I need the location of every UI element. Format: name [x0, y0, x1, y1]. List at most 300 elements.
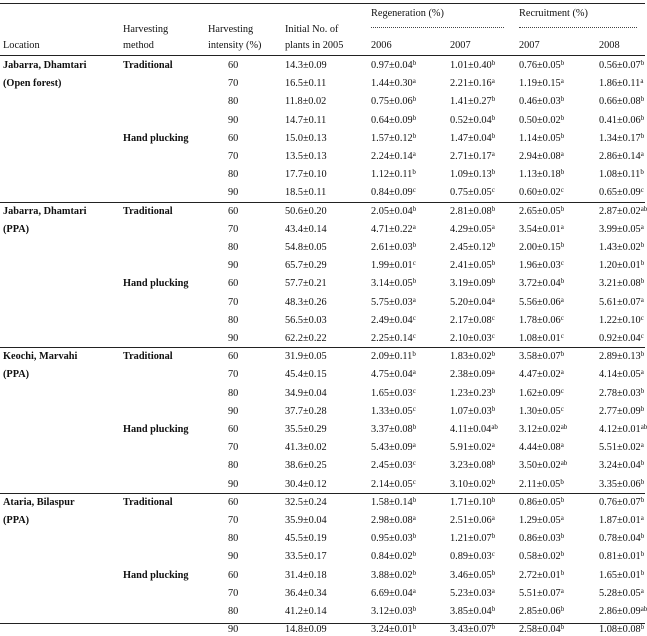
- significance-letter: b: [640, 113, 645, 122]
- regeneration-2006-cell: [371, 515, 416, 527]
- value-text: 5.51±0.02: [599, 442, 641, 454]
- regeneration-2007-cell: [450, 60, 495, 72]
- initial-plants-cell: 35.9±0.04: [285, 515, 327, 526]
- significance-letter: a: [560, 222, 564, 231]
- value-text: 2.71±0.17: [450, 151, 492, 162]
- intensity-cell: 80: [228, 387, 239, 399]
- intensity-cell: 90: [228, 114, 239, 126]
- significance-letter: a: [560, 441, 564, 450]
- initial-plants-cell: 16.5±0.11: [285, 78, 327, 90]
- value-text: 0.76±0.05: [519, 60, 561, 71]
- value-text: 1.58±0.14: [371, 496, 413, 508]
- initial-plants-cell: 13.5±0.13: [285, 151, 327, 162]
- initial-plants-cell: 56.5±0.03: [285, 314, 327, 326]
- significance-letter: b: [412, 131, 417, 140]
- intensity-cell: 90: [228, 187, 239, 199]
- significance-letter: b: [640, 532, 645, 541]
- recruitment-2008-cell: [599, 151, 644, 163]
- significance-letter: b: [412, 550, 417, 559]
- value-text: 1.01±0.40: [450, 60, 492, 71]
- significance-letter: b: [640, 168, 644, 177]
- significance-letter: a: [412, 150, 416, 158]
- significance-letter: a: [640, 77, 644, 86]
- regeneration-2007-cell: [450, 297, 495, 309]
- recruitment-2007-cell: [519, 151, 564, 163]
- recruitment-2008-cell: [599, 551, 644, 563]
- significance-letter: b: [560, 95, 565, 104]
- recruitment-2008-cell: [599, 333, 644, 345]
- intensity-cell: 90: [228, 405, 239, 417]
- value-text: 1.65±0.03: [371, 387, 413, 399]
- significance-letter: b: [640, 241, 645, 249]
- regeneration-2007-cell: [450, 424, 498, 436]
- regeneration-2007-cell: [450, 551, 495, 563]
- regeneration-2006-cell: [371, 497, 416, 509]
- value-text: 5.43±0.09: [371, 442, 413, 454]
- significance-letter: c: [412, 477, 416, 486]
- value-text: 0.78±0.04: [599, 533, 641, 545]
- recruitment-2008-cell: [599, 606, 647, 618]
- recruitment-2007-cell: [519, 315, 564, 327]
- regeneration-2007-cell: [450, 388, 495, 400]
- value-text: 0.50±0.02: [519, 114, 561, 126]
- regeneration-2007-cell: [450, 115, 495, 127]
- initial-plants-cell: 33.5±0.17: [285, 551, 327, 563]
- intensity-cell: 60: [228, 205, 239, 217]
- recruitment-2008-cell: [599, 297, 644, 309]
- significance-letter: b: [640, 95, 645, 104]
- value-text: 3.88±0.02: [371, 569, 413, 581]
- site-separator: [0, 493, 645, 494]
- value-text: 3.12±0.02: [519, 424, 561, 435]
- value-text: 2.89±0.13: [599, 351, 641, 363]
- regeneration-2006-cell: [371, 333, 416, 345]
- value-text: 3.19±0.09: [450, 278, 492, 290]
- significance-letter: b: [640, 131, 645, 140]
- significance-letter: c: [560, 404, 564, 413]
- initial-plants-cell: 50.6±0.20: [285, 205, 327, 217]
- intensity-cell: 70: [228, 369, 239, 381]
- initial-plants-cell: 65.7±0.29: [285, 260, 327, 272]
- initial-plants-cell: 11.8±0.02: [285, 96, 327, 108]
- initial-plants-cell: 36.4±0.34: [285, 587, 327, 599]
- significance-letter: b: [560, 623, 565, 632]
- initial-plants-cell: 32.5±0.24: [285, 496, 327, 508]
- recruitment-2007-cell: [519, 424, 567, 436]
- regeneration-2007-cell: [450, 278, 495, 290]
- significance-letter: a: [640, 295, 644, 304]
- value-text: 0.60±0.02: [519, 187, 561, 199]
- recruitment-2008-cell: [599, 588, 644, 600]
- significance-letter: a: [560, 514, 564, 522]
- recruitment-2007-cell: [519, 570, 564, 582]
- recruitment-2007-cell: [519, 297, 564, 309]
- recruitment-2007-cell: [519, 206, 564, 218]
- initial-plants-cell: 45.5±0.19: [285, 533, 327, 545]
- significance-letter: b: [491, 113, 496, 122]
- significance-letter: b: [640, 277, 645, 286]
- value-text: 3.54±0.01: [519, 223, 561, 235]
- value-text: 3.24±0.01: [371, 624, 413, 636]
- significance-letter: b: [560, 59, 565, 67]
- regeneration-2007-cell: [450, 442, 495, 454]
- recruitment-2008-cell: [599, 442, 644, 454]
- significance-letter: ab: [560, 459, 568, 468]
- value-text: 3.99±0.05: [599, 223, 641, 235]
- significance-letter: b: [560, 350, 565, 359]
- significance-letter: a: [640, 222, 644, 231]
- significance-letter: a: [640, 150, 644, 158]
- value-text: 0.75±0.05: [450, 187, 492, 199]
- recruitment-2008-cell: [599, 242, 644, 254]
- intensity-cell: 90: [228, 551, 239, 563]
- value-text: 0.46±0.03: [519, 96, 561, 108]
- significance-letter: b: [491, 59, 496, 67]
- value-text: 0.81±0.01: [599, 551, 641, 563]
- intensity-cell: 70: [228, 442, 239, 454]
- value-text: 0.84±0.09: [371, 187, 413, 199]
- value-text: 5.20±0.04: [450, 296, 492, 308]
- significance-letter: c: [491, 550, 495, 559]
- recruitment-2008-cell: [599, 206, 647, 218]
- regeneration-2007-cell: [450, 169, 495, 181]
- value-text: 4.12±0.01: [599, 424, 641, 435]
- intensity-cell: 60: [228, 496, 239, 508]
- value-text: 1.47±0.04: [450, 132, 492, 144]
- significance-letter: b: [412, 605, 417, 613]
- significance-letter: b: [560, 168, 565, 177]
- significance-letter: c: [412, 332, 416, 340]
- regeneration-2006-cell: [371, 187, 416, 199]
- regeneration-2007-cell: [450, 515, 495, 527]
- regeneration-2006-cell: [371, 588, 416, 600]
- regeneration-2006-cell: [371, 460, 416, 472]
- value-text: 1.33±0.05: [371, 405, 413, 417]
- regeneration-2006-cell: [371, 133, 416, 145]
- value-text: 1.41±0.27: [450, 96, 492, 108]
- value-text: 2.25±0.14: [371, 333, 413, 344]
- recruitment-2007-cell: [519, 606, 564, 618]
- significance-letter: b: [640, 259, 645, 268]
- significance-letter: b: [491, 241, 496, 249]
- value-text: 0.56±0.07: [599, 60, 641, 71]
- value-text: 5.61±0.07: [599, 296, 641, 308]
- value-text: 0.92±0.04: [599, 333, 641, 344]
- recruitment-2008-cell: [599, 187, 644, 199]
- value-text: 0.64±0.09: [371, 114, 413, 126]
- significance-letter: b: [491, 350, 496, 359]
- location-type: (PPA): [3, 223, 30, 235]
- significance-letter: a: [491, 514, 495, 522]
- value-text: 3.14±0.05: [371, 278, 413, 290]
- significance-letter: c: [560, 259, 564, 268]
- value-text: 3.10±0.02: [450, 478, 492, 490]
- site-separator: [0, 347, 645, 348]
- value-text: 1.43±0.02: [599, 242, 641, 253]
- significance-letter: b: [491, 204, 496, 213]
- recruitment-2007-cell: [519, 442, 564, 454]
- regeneration-2006-cell: [371, 624, 416, 636]
- regeneration-2006-cell: [371, 424, 416, 436]
- value-text: 2.17±0.08: [450, 314, 492, 326]
- significance-letter: b: [491, 404, 496, 413]
- significance-letter: b: [412, 277, 417, 286]
- location-name: Jabarra, Dhamtari: [3, 60, 87, 71]
- initial-plants-cell: 38.6±0.25: [285, 460, 327, 472]
- significance-letter: a: [640, 368, 644, 377]
- significance-letter: a: [491, 150, 495, 158]
- initial-plants-cell: 37.7±0.28: [285, 405, 327, 417]
- regeneration-2006-cell: [371, 115, 416, 127]
- regeneration-2006-cell: [371, 479, 416, 491]
- recruitment-2007-cell: [519, 115, 564, 127]
- value-text: 2.11±0.05: [519, 478, 561, 490]
- intensity-cell: 70: [228, 151, 239, 162]
- value-text: 1.96±0.03: [519, 260, 561, 272]
- value-text: 1.34±0.17: [599, 132, 641, 144]
- significance-letter: b: [640, 477, 645, 486]
- regeneration-divider: [371, 27, 504, 28]
- value-text: 1.12±0.11: [371, 169, 413, 181]
- value-text: 1.23±0.23: [450, 387, 492, 399]
- recruitment-2008-cell: [599, 460, 644, 472]
- recruitment-2008-cell: [599, 533, 644, 545]
- significance-letter: a: [491, 295, 495, 304]
- significance-letter: c: [560, 332, 564, 340]
- initial-plants-cell: 54.8±0.05: [285, 242, 327, 253]
- recruitment-2007-cell: [519, 533, 564, 545]
- recruitment-2007-cell: [519, 224, 564, 236]
- initial-plants-cell: 31.4±0.18: [285, 569, 327, 581]
- value-text: 0.86±0.05: [519, 496, 561, 508]
- regeneration-2007-cell: [450, 151, 495, 163]
- header-harvesting-method-line2: method: [123, 40, 154, 51]
- value-text: 3.58±0.07: [519, 351, 561, 363]
- recruitment-2008-cell: [599, 424, 647, 436]
- value-text: 2.21±0.16: [450, 78, 492, 90]
- significance-letter: b: [560, 204, 565, 213]
- value-text: 0.97±0.04: [371, 60, 413, 71]
- significance-letter: a: [412, 441, 416, 450]
- recruitment-2008-cell: [599, 388, 644, 400]
- value-text: 3.72±0.04: [519, 278, 561, 290]
- initial-plants-cell: 43.4±0.14: [285, 223, 327, 235]
- intensity-cell: 90: [228, 333, 239, 344]
- recruitment-2007-cell: [519, 242, 564, 254]
- value-text: 2.94±0.08: [519, 151, 561, 162]
- recruitment-2007-cell: [519, 351, 564, 363]
- regeneration-2007-cell: [450, 351, 495, 363]
- location-name: Ataria, Bilaspur: [3, 496, 75, 508]
- initial-plants-cell: 41.2±0.14: [285, 606, 327, 617]
- significance-letter: b: [412, 204, 417, 213]
- value-text: 4.29±0.05: [450, 223, 492, 235]
- header-year-rec-2007: 2007: [519, 40, 540, 51]
- intensity-cell: 90: [228, 624, 239, 636]
- value-text: 0.52±0.04: [450, 114, 492, 126]
- significance-letter: c: [491, 186, 495, 195]
- significance-letter: a: [640, 441, 644, 450]
- recruitment-2008-cell: [599, 133, 644, 145]
- significance-letter: c: [412, 186, 416, 195]
- value-text: 2.65±0.05: [519, 205, 561, 217]
- recruitment-2008-cell: [599, 169, 644, 181]
- regeneration-2007-cell: [450, 606, 495, 618]
- value-text: 0.95±0.03: [371, 533, 413, 545]
- recruitment-2007-cell: [519, 169, 564, 181]
- regeneration-2007-cell: [450, 406, 495, 418]
- regeneration-2007-cell: [450, 497, 495, 509]
- intensity-cell: 70: [228, 515, 239, 526]
- significance-letter: b: [560, 131, 565, 140]
- value-text: 1.09±0.13: [450, 169, 492, 181]
- significance-letter: b: [491, 532, 496, 541]
- significance-letter: b: [640, 623, 645, 632]
- initial-plants-cell: 45.4±0.15: [285, 369, 327, 381]
- site-separator: [0, 202, 645, 203]
- value-text: 0.65±0.09: [599, 187, 641, 199]
- value-text: 1.20±0.01: [599, 260, 641, 272]
- value-text: 3.43±0.07: [450, 624, 492, 636]
- intensity-cell: 80: [228, 96, 239, 108]
- initial-plants-cell: 62.2±0.22: [285, 333, 327, 344]
- value-text: 1.62±0.09: [519, 387, 561, 399]
- regeneration-2007-cell: [450, 260, 495, 272]
- value-text: 6.69±0.04: [371, 587, 413, 599]
- significance-letter: a: [412, 514, 416, 522]
- recruitment-2007-cell: [519, 515, 564, 527]
- regeneration-2006-cell: [371, 278, 416, 290]
- value-text: 4.11±0.04: [450, 424, 492, 435]
- regeneration-2007-cell: [450, 315, 495, 327]
- significance-letter: b: [640, 495, 645, 504]
- significance-letter: a: [560, 150, 564, 158]
- regeneration-2006-cell: [371, 406, 416, 418]
- recruitment-2007-cell: [519, 133, 564, 145]
- regeneration-2007-cell: [450, 570, 495, 582]
- recruitment-2007-cell: [519, 388, 564, 400]
- harvesting-method: Hand plucking: [123, 424, 189, 435]
- significance-letter: b: [491, 459, 496, 468]
- significance-letter: b: [491, 386, 496, 395]
- value-text: 2.81±0.08: [450, 205, 492, 217]
- regeneration-2006-cell: [371, 60, 416, 72]
- regeneration-2006-cell: [371, 260, 416, 272]
- initial-plants-cell: 57.7±0.21: [285, 278, 327, 290]
- value-text: 1.83±0.02: [450, 351, 492, 363]
- significance-letter: b: [491, 605, 496, 613]
- value-text: 1.57±0.12: [371, 132, 413, 144]
- significance-letter: c: [560, 186, 564, 195]
- value-text: 1.08±0.08: [599, 624, 641, 636]
- significance-letter: c: [560, 386, 564, 395]
- significance-letter: c: [640, 186, 644, 195]
- recruitment-2008-cell: [599, 60, 644, 72]
- regeneration-2007-cell: [450, 187, 495, 199]
- initial-plants-cell: 35.5±0.29: [285, 424, 327, 435]
- significance-letter: b: [412, 495, 417, 504]
- intensity-cell: 60: [228, 278, 239, 290]
- significance-letter: ab: [640, 204, 647, 213]
- regeneration-2007-cell: [450, 96, 495, 108]
- significance-letter: c: [491, 332, 495, 340]
- significance-letter: c: [412, 313, 416, 322]
- header-recruitment: Recruitment (%): [519, 8, 588, 19]
- regeneration-2006-cell: [371, 442, 416, 454]
- significance-letter: b: [491, 277, 496, 286]
- regeneration-2006-cell: [371, 169, 416, 181]
- value-text: 1.21±0.07: [450, 533, 492, 545]
- value-text: 2.45±0.12: [450, 242, 492, 253]
- significance-letter: c: [412, 404, 416, 413]
- recruitment-2007-cell: [519, 479, 564, 491]
- significance-letter: b: [640, 568, 645, 577]
- value-text: 1.08±0.01: [519, 333, 561, 344]
- harvesting-method: Hand plucking: [123, 569, 189, 581]
- regeneration-2007-cell: [450, 588, 495, 600]
- recruitment-2008-cell: [599, 570, 644, 582]
- intensity-cell: 80: [228, 169, 239, 181]
- value-text: 0.89±0.03: [450, 551, 492, 563]
- recruitment-2008-cell: [599, 515, 644, 527]
- recruitment-2007-cell: [519, 551, 564, 563]
- significance-letter: a: [640, 514, 644, 522]
- intensity-cell: 60: [228, 351, 239, 363]
- intensity-cell: 80: [228, 533, 239, 545]
- value-text: 2.86±0.09: [599, 606, 641, 617]
- significance-letter: b: [640, 459, 645, 468]
- regeneration-2006-cell: [371, 206, 416, 218]
- significance-letter: b: [412, 568, 417, 577]
- initial-plants-cell: 48.3±0.26: [285, 296, 327, 308]
- recruitment-2008-cell: [599, 224, 644, 236]
- value-text: 5.51±0.07: [519, 587, 561, 599]
- intensity-cell: 70: [228, 296, 239, 308]
- regeneration-2007-cell: [450, 369, 495, 381]
- value-text: 2.45±0.03: [371, 460, 413, 472]
- harvesting-method: Traditional: [123, 351, 173, 363]
- recruitment-2007-cell: [519, 60, 564, 72]
- value-text: 3.46±0.05: [450, 569, 492, 581]
- value-text: 2.77±0.09: [599, 405, 641, 417]
- significance-letter: b: [640, 350, 645, 359]
- intensity-cell: 70: [228, 223, 239, 235]
- harvesting-method: Hand plucking: [123, 132, 189, 144]
- recruitment-2008-cell: [599, 479, 644, 491]
- value-text: 1.13±0.18: [519, 169, 561, 181]
- significance-letter: a: [412, 77, 416, 86]
- significance-letter: b: [560, 605, 565, 613]
- value-text: 1.14±0.05: [519, 132, 561, 144]
- location-type: (Open forest): [3, 78, 62, 90]
- intensity-cell: 60: [228, 569, 239, 581]
- regeneration-2006-cell: [371, 297, 416, 309]
- location-name: Jabarra, Dhamtari: [3, 205, 87, 217]
- significance-letter: b: [491, 477, 496, 486]
- recruitment-2008-cell: [599, 315, 644, 327]
- significance-letter: ab: [640, 423, 647, 431]
- value-text: 3.21±0.08: [599, 278, 641, 290]
- value-text: 1.86±0.11: [599, 78, 641, 90]
- recruitment-2008-cell: [599, 369, 644, 381]
- initial-plants-cell: 14.3±0.09: [285, 60, 327, 71]
- recruitment-2007-cell: [519, 260, 564, 272]
- significance-letter: c: [640, 313, 644, 322]
- significance-letter: a: [560, 368, 564, 377]
- regeneration-2007-cell: [450, 624, 495, 636]
- value-text: 3.12±0.03: [371, 606, 413, 617]
- value-text: 2.78±0.03: [599, 387, 641, 399]
